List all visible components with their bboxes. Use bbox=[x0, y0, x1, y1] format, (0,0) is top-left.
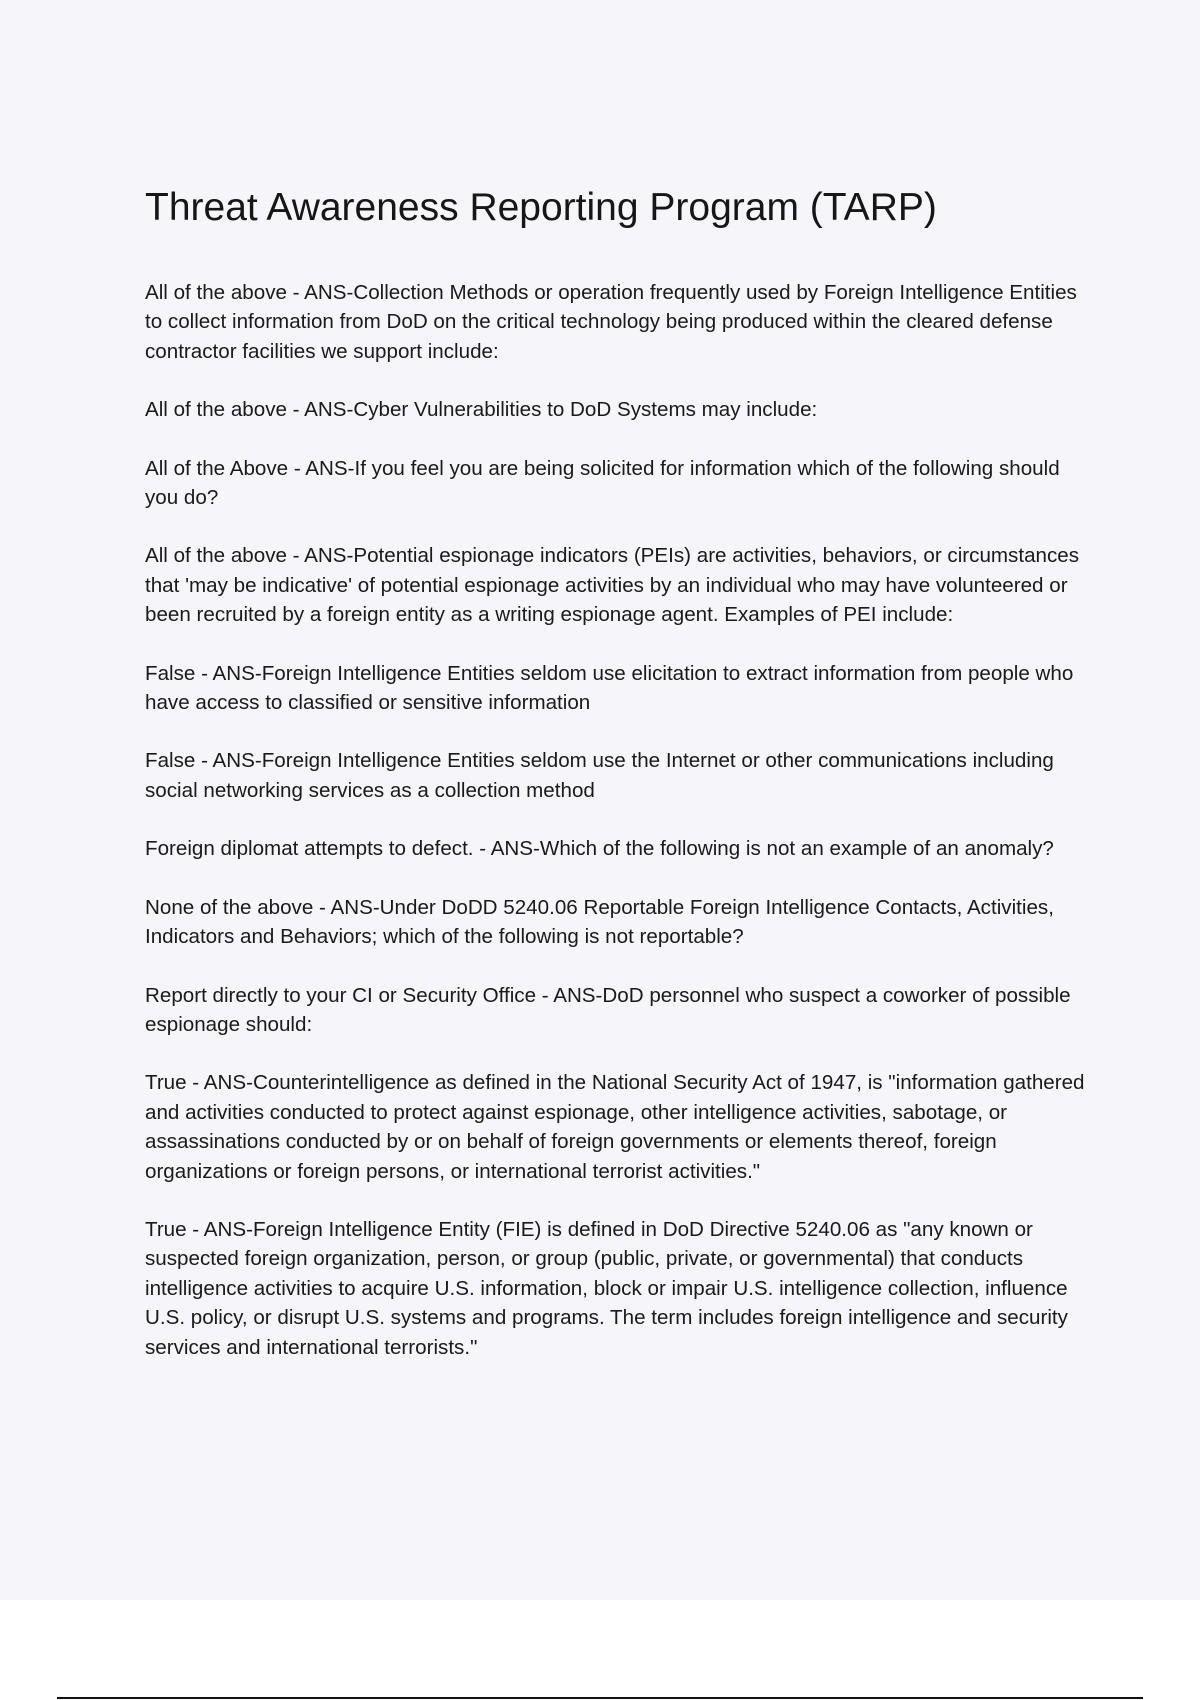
qa-item: Report directly to your CI or Security Office - ANS-DoD personnel who suspect a coworker of possible espionage should: bbox=[145, 983, 1071, 1036]
qa-item: None of the above - ANS-Under DoDD 5240.06 Reportable Foreign Intelligence Contacts, Activities, Indicators and Behaviors; which of the following is not reportable? bbox=[145, 895, 1054, 949]
page-title: Threat Awareness Reporting Program (TARP) bbox=[145, 186, 937, 229]
qa-item: All of the above - ANS-Cyber Vulnerabilities to DoD Systems may include: bbox=[145, 398, 818, 422]
qa-list bbox=[145, 278, 1095, 1391]
qa-item: True - ANS-Counterintelligence as defined in the National Security Act of 1947, is "information gathered and activities conducted to protect against espionage, other intelligence activities, sabotage, or assassinations conducted by or on behalf of foreign governments or elements thereof, foreign organizations or foreign persons, or international terrorist activities." bbox=[145, 1071, 1085, 1183]
qa-item: All of the Above - ANS-If you feel you are being solicited for information which of the following should you do? bbox=[145, 456, 1060, 510]
qa-item: False - ANS-Foreign Intelligence Entities seldom use the Internet or other communications including social networking services as a collection method bbox=[145, 749, 1054, 802]
qa-item: True - ANS-Foreign Intelligence Entity (FIE) is defined in DoD Directive 5240.06 as "any known or suspected foreign organization, person, or group (public, private, or governmental) that conducts intelligence activities to acquire U.S. information, block or impair U.S. intelligence collection, influence U.S. policy, or disrupt U.S. systems and programs. The term includes foreign intelligence and security services and international terrorists." bbox=[145, 1217, 1068, 1359]
footer-divider bbox=[57, 1697, 1143, 1699]
qa-item: All of the above - ANS-Collection Methods or operation frequently used by Foreign Intelligence Entities to collect information from DoD on the critical technology being produced within the cleared defense contractor facilities we support include: bbox=[145, 281, 1077, 363]
qa-item: Foreign diplomat attempts to defect. - ANS-Which of the following is not an example of an anomaly? bbox=[145, 837, 1054, 861]
qa-item: All of the above - ANS-Potential espionage indicators (PEIs) are activities, behaviors, or circumstances that 'may be indicative' of potential espionage activities by an individual who may have volunteered or been recruited by a foreign entity as a writing espionage agent. Examples of PEI include: bbox=[145, 544, 1080, 627]
qa-item: False - ANS-Foreign Intelligence Entities seldom use elicitation to extract information from people who have access to classified or sensitive information bbox=[145, 661, 1074, 715]
